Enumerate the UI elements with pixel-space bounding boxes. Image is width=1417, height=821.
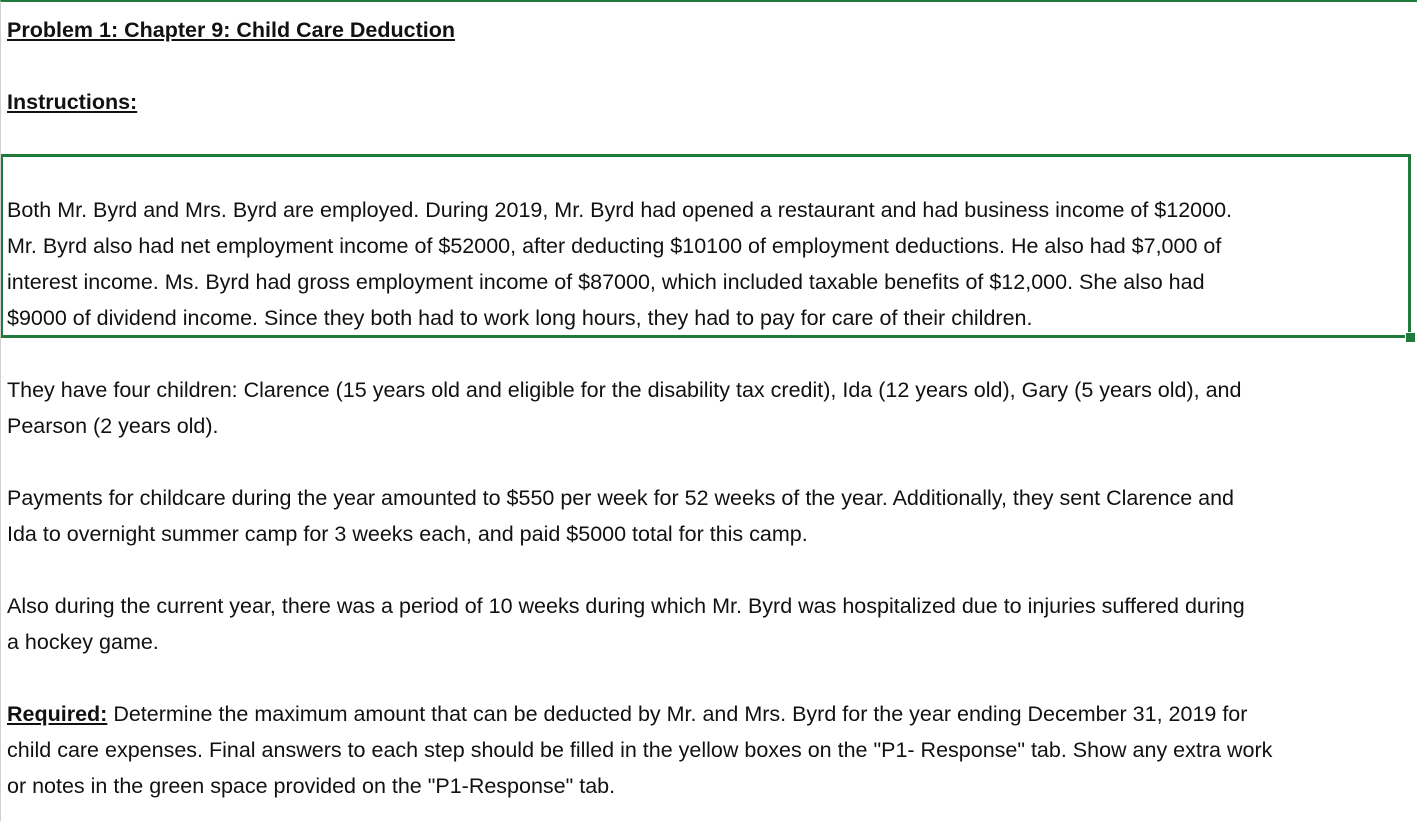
- required-line: [7, 696, 1407, 732]
- hospital-line: a hockey game.: [7, 630, 159, 654]
- payments-line: Ida to overnight summer camp for 3 weeks each, and paid $5000 total for this camp.: [7, 522, 808, 546]
- children-line: They have four children: Clarence (15 years old and eligible for the disability tax credit), Ida (12 years old), Gary (5 years old), and: [7, 378, 1242, 402]
- instructions-label[interactable]: Instructions:: [7, 90, 138, 114]
- required-text: Determine the maximum amount that can be deducted by Mr. and Mrs. Byrd for the year ending December 31, 2019 for: [107, 702, 1248, 726]
- problem-title[interactable]: Problem 1: Chapter 9: Child Care Deduction: [7, 18, 455, 42]
- children-line: Pearson (2 years old).: [7, 414, 219, 438]
- required-line: child care expenses. Final answers to each step should be filled in the yellow boxes on the "P1- Response" tab. Show any extra work: [7, 738, 1273, 762]
- selected-cell-line: Mr. Byrd also had net employment income of $52000, after deducting $10100 of employment deductions. He also had $7,000 of: [7, 234, 1222, 258]
- hospital-line: Also during the current year, there was a period of 10 weeks during which Mr. Byrd was hospitalized due to injuries suffered during: [7, 594, 1245, 618]
- required-label: Required:: [7, 702, 108, 726]
- required-line: or notes in the green space provided on the "P1-Response" tab.: [7, 774, 616, 798]
- selected-cell-line: $9000 of dividend income. Since they both had to work long hours, they had to pay for care of their children.: [7, 306, 1033, 330]
- selected-cell-line: Both Mr. Byrd and Mrs. Byrd are employed. During 2019, Mr. Byrd had opened a restaurant and had business income of $12000.: [7, 198, 1233, 222]
- payments-line: Payments for childcare during the year amounted to $550 per week for 52 weeks of the year. Additionally, they sent Clarence and: [7, 486, 1235, 510]
- selected-cell-line: interest income. Ms. Byrd had gross employment income of $87000, which included taxable benefits of $12,000. She also had: [7, 270, 1205, 294]
